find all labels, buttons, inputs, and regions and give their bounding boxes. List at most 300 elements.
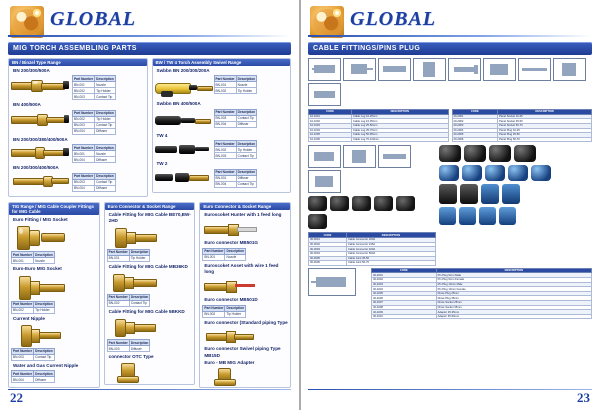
black-dinse-plug-photo bbox=[439, 145, 461, 162]
brass-cable-fitting-3-art bbox=[107, 316, 159, 338]
brass-current-nipple-art bbox=[11, 323, 67, 347]
spec-header-code: Part Number bbox=[215, 76, 235, 81]
spec-header-code: Part Number bbox=[215, 141, 235, 146]
drawing-cell bbox=[553, 58, 586, 81]
spec-cell: Contact Tip bbox=[236, 153, 257, 159]
spec-cell: Tip Holder bbox=[95, 116, 116, 122]
spec-cell: BN-004 bbox=[214, 181, 236, 187]
spec-cell: Tip Holder bbox=[236, 88, 257, 94]
spec-cell: Tip Holder bbox=[129, 255, 150, 261]
black-connector-photo bbox=[330, 196, 349, 211]
spec-header-code: Part Number bbox=[204, 249, 224, 254]
cat-cell: 40-4010 bbox=[372, 314, 437, 319]
drawing-cell bbox=[518, 58, 551, 81]
spec-cell: BN-002 bbox=[203, 311, 225, 317]
cat-cell: 30-3002 bbox=[309, 242, 347, 247]
spec-table-bn-200 bbox=[72, 75, 116, 100]
cat-cell: 40-4008 bbox=[372, 305, 437, 310]
left-bottom-col-1 bbox=[8, 202, 100, 392]
drawing-cell bbox=[413, 58, 446, 81]
blue-plug-photo bbox=[439, 207, 456, 225]
cat-cell: Pin Plug 9mm Female bbox=[436, 278, 591, 283]
spec-cell: Contact Tip bbox=[95, 122, 116, 128]
cat-cell: 30-3003 bbox=[309, 247, 347, 252]
product-label-euro-euro: Euro-Euro MIG Socket bbox=[13, 266, 62, 272]
spec-cell: Nozzle bbox=[34, 258, 55, 264]
spec-cell: Contact Tip bbox=[236, 115, 257, 121]
cat-header-desc: DESCRIPTION bbox=[346, 233, 435, 238]
black-plug-photo bbox=[460, 184, 478, 204]
spec-header-desc: Description bbox=[130, 250, 149, 255]
group-euro-connectors-header: Euro Connector & Socket Range bbox=[200, 203, 290, 210]
black-connector-photo bbox=[308, 196, 327, 211]
black-dinse-plug-photo bbox=[514, 145, 536, 162]
left-bottom-col-3 bbox=[199, 202, 291, 392]
black-connector-photo bbox=[308, 214, 327, 229]
left-col-1 bbox=[8, 58, 148, 200]
spec-cell: Tip Holder bbox=[236, 147, 257, 153]
black-dinse-plug-photo bbox=[464, 145, 486, 162]
product-label-euro-asset: Euroscoket Asset with wire 1 feed long bbox=[204, 262, 279, 274]
cat-cell: Cable Lug 16-35mm bbox=[352, 119, 448, 124]
plug-photos-row-2 bbox=[439, 165, 592, 181]
product-label-mb501d: Euro connector MB501D bbox=[204, 297, 258, 303]
spec-table-euro-euro bbox=[11, 301, 55, 314]
group-bn-header: BN / Binzel Type Range bbox=[9, 59, 147, 66]
product-row-bn-200-300 bbox=[11, 144, 145, 163]
cat-cell: 10-1002 bbox=[309, 119, 352, 124]
black-dinse-plug-photo bbox=[489, 145, 511, 162]
spec-header-desc: Description bbox=[96, 111, 114, 116]
spec-cell: Nozzle bbox=[225, 254, 246, 260]
cat-cell: 10-1001 bbox=[309, 114, 352, 119]
drawing-cell bbox=[448, 58, 481, 81]
group-bw-header: BW / TW 4 Torch Assembly Swivel Range bbox=[153, 59, 291, 66]
spec-header-desc: Description bbox=[96, 145, 114, 150]
spec-cell: Diffuser bbox=[34, 377, 55, 383]
spec-header-desc: Description bbox=[237, 141, 256, 146]
product-label-bn-200-300: BN 200/300/380/400/500A bbox=[13, 136, 68, 142]
spec-cell: BN-002 bbox=[12, 307, 34, 313]
product-label-euro-socket: Euro Fitting / MIG Socket bbox=[13, 216, 68, 222]
cat-header-desc: DESCRIPTION bbox=[498, 110, 592, 115]
product-label-mb15d: Euro connector Swivel piping Type MB15D bbox=[204, 346, 281, 358]
spec-table-bn-200-300 bbox=[72, 144, 116, 163]
spec-cell: BN-004 bbox=[73, 157, 95, 163]
cat-cell: Panel Socket 35-50 bbox=[498, 119, 592, 124]
cat-cell: 20-2003 bbox=[452, 123, 498, 128]
spec-cell: BN-003 bbox=[214, 153, 236, 159]
blue-plug-photo bbox=[485, 165, 505, 181]
spec-cell: BN-003 bbox=[73, 179, 95, 185]
spec-cell: BN-001 bbox=[73, 151, 95, 157]
drawing-cell bbox=[483, 58, 516, 81]
blue-plug-photo bbox=[439, 165, 459, 181]
catalog-tables-row-1 bbox=[308, 109, 592, 142]
spec-cell: Contact Tip bbox=[95, 179, 116, 185]
product-row-bn-200 bbox=[11, 75, 145, 100]
cat-cell: Dinse Socket 35mm bbox=[436, 305, 591, 310]
left-top-columns bbox=[8, 58, 291, 200]
product-label-bn-400: BN 400/500A bbox=[13, 102, 41, 108]
spec-cell: BN-003 bbox=[73, 94, 95, 100]
spec-header-desc: Description bbox=[237, 76, 256, 81]
group-tig-header: TIG Range / MIG Cable Coupler Fittings for MIG Cable bbox=[9, 203, 99, 215]
cat-cell: 20-2004 bbox=[452, 128, 498, 133]
bottom-drawings bbox=[308, 268, 368, 320]
spec-cell: BN-004 bbox=[214, 121, 236, 127]
product-row-bn-400 bbox=[11, 110, 145, 135]
cat-cell: Panel Plug 35-50 bbox=[498, 133, 592, 138]
spec-table-mb501d bbox=[202, 305, 246, 318]
cat-cell: Cable Lug 10-25mm bbox=[352, 114, 448, 119]
product-label-mb501g: Euro connector MB501G bbox=[204, 240, 258, 246]
spec-cell: BN-001 bbox=[73, 82, 95, 88]
group-cable-fittings-header: Euro Connector & Socket Range bbox=[105, 203, 195, 210]
spec-header-desc: Description bbox=[237, 110, 256, 115]
cat-header-code: CODE bbox=[452, 110, 498, 115]
spec-cell: BN-002 bbox=[214, 88, 236, 94]
right-mid-block bbox=[308, 145, 592, 265]
cat-cell: 30-3001 bbox=[309, 238, 347, 243]
brass-euro-asset-art bbox=[202, 276, 256, 296]
cat-cell: 30-3005 bbox=[309, 256, 347, 261]
spec-table-bn-set bbox=[72, 173, 116, 192]
spec-header-code: Part Number bbox=[108, 340, 128, 345]
drawing-cell bbox=[378, 145, 411, 168]
brand-name-right: GLOBAL bbox=[350, 8, 436, 30]
product-row-tw2 bbox=[155, 169, 289, 188]
cat-cell: Panel Plug 50-70 bbox=[498, 137, 592, 142]
blue-plug-photo bbox=[499, 207, 516, 225]
cat-cell: 40-4009 bbox=[372, 310, 437, 315]
group-tig-range bbox=[8, 202, 100, 389]
connector-photos-row-1 bbox=[308, 196, 436, 229]
right-page-header bbox=[308, 6, 592, 40]
cat-cell: 40-4001 bbox=[372, 273, 437, 278]
left-bottom-col-2 bbox=[104, 202, 196, 392]
product-label-bn-200: BN 200/300/500A bbox=[13, 68, 50, 73]
cat-cell: 40-4005 bbox=[372, 291, 437, 296]
spec-cell: Tip Holder bbox=[225, 311, 246, 317]
product-label-swbbn-400: Swbbn BN 400/500A bbox=[156, 101, 201, 107]
spec-cell: Contact Tip bbox=[34, 354, 55, 360]
spec-table-tw2 bbox=[214, 169, 258, 188]
header-divider-right bbox=[308, 35, 592, 37]
spec-table-cable-fitting-3 bbox=[107, 339, 151, 352]
drawing-cell bbox=[343, 58, 376, 81]
cat-cell: Panel Socket 10-25 bbox=[498, 114, 592, 119]
technical-drawings-row-1 bbox=[308, 58, 592, 106]
spec-header-code: Part Number bbox=[215, 110, 235, 115]
spec-table-water-gas-nipple bbox=[11, 370, 55, 383]
black-connector-photo bbox=[396, 196, 415, 211]
drawing-cell bbox=[308, 83, 341, 106]
left-page-header bbox=[8, 6, 291, 40]
product-label-cable-fitting-3: Cable Fitting for MIG Cable 5BKKD bbox=[108, 308, 185, 314]
spec-header-code: Part Number bbox=[13, 349, 33, 354]
plug-photos-row-4 bbox=[439, 207, 592, 225]
spec-header-code: Part Number bbox=[13, 252, 33, 257]
spec-cell: BN-001 bbox=[203, 254, 225, 260]
brand-name: GLOBAL bbox=[50, 8, 136, 30]
cat-cell: Adaptor 35-50mm bbox=[436, 314, 591, 319]
spec-cell: BN-001 bbox=[107, 255, 129, 261]
spec-cell: Contact Tip bbox=[95, 94, 116, 100]
cat-cell: Cable Connector 200A bbox=[346, 238, 435, 243]
cat-cell: 20-2001 bbox=[452, 114, 498, 119]
group-euro-connectors bbox=[199, 202, 291, 389]
right-page bbox=[300, 0, 600, 410]
header-divider bbox=[8, 35, 291, 37]
brass-nozzle-long-art bbox=[11, 110, 69, 128]
cat-header-desc: DESCRIPTION bbox=[436, 268, 591, 273]
mascot-logo-icon bbox=[310, 6, 344, 38]
right-page-number: 23 bbox=[577, 390, 590, 405]
product-label-tw2: TW 2 bbox=[156, 161, 168, 167]
spec-cell: BN-001 bbox=[214, 175, 236, 181]
catalog-table-3 bbox=[308, 232, 436, 265]
spec-cell: BN-004 bbox=[73, 185, 95, 191]
spec-header-desc: Description bbox=[96, 174, 114, 179]
plug-photos-row-1 bbox=[439, 145, 592, 162]
spec-header-code: Part Number bbox=[108, 295, 128, 300]
cat-cell: 10-1003 bbox=[309, 123, 352, 128]
spec-cell: Contact Tip bbox=[236, 181, 257, 187]
cat-cell: Adaptor 25-35mm bbox=[436, 310, 591, 315]
spec-cell: BN-002 bbox=[214, 147, 236, 153]
left-page-number: 22 bbox=[10, 390, 23, 405]
spec-cell: BN-003 bbox=[12, 354, 34, 360]
product-label-bn-set: BN 200/300/400/500A bbox=[13, 165, 59, 171]
product-label-current-nipple: Current Nipple bbox=[13, 315, 45, 321]
spec-table-euro-socket bbox=[11, 251, 55, 264]
brass-nozzle-set-art bbox=[11, 173, 69, 187]
cat-header-desc: DESCRIPTION bbox=[352, 110, 448, 115]
blue-plug-photo bbox=[459, 207, 476, 225]
black-connector-pair-art bbox=[155, 169, 211, 185]
right-bottom-block bbox=[308, 268, 592, 320]
spec-table-swbbn-400 bbox=[214, 109, 258, 128]
black-plug-photo bbox=[439, 184, 457, 204]
drawing-cell bbox=[308, 145, 341, 168]
cat-cell: 20-2002 bbox=[452, 119, 498, 124]
product-row-swbbn-400 bbox=[155, 109, 289, 131]
spec-cell: BN-002 bbox=[73, 88, 95, 94]
blue-plug-photo bbox=[508, 165, 528, 181]
spec-header-desc: Description bbox=[35, 371, 53, 376]
spec-cell: Contact Tip bbox=[129, 300, 150, 306]
spec-table-bn-400 bbox=[72, 110, 116, 135]
spec-cell: Nozzle bbox=[95, 151, 116, 157]
drawing-cell bbox=[308, 58, 341, 81]
spec-table-cable-fitting-2 bbox=[107, 294, 151, 307]
cat-cell: 10-1004 bbox=[309, 128, 352, 133]
spec-header-desc: Description bbox=[237, 170, 256, 175]
black-connector-photo bbox=[374, 196, 393, 211]
product-label-mb-adapter: Euro - MB MIG Adapter bbox=[204, 360, 255, 366]
drawing-cell bbox=[343, 145, 376, 168]
spark-icon bbox=[332, 8, 342, 18]
blue-plug-photo bbox=[481, 184, 499, 204]
spec-cell: BN-004 bbox=[12, 377, 34, 383]
black-cable-coupler-art bbox=[155, 140, 211, 158]
left-section-title: MIG TORCH ASSEMBLING PARTS bbox=[8, 42, 291, 55]
cat-cell: Pin Plug 13mm Female bbox=[436, 287, 591, 292]
spec-header-code: Part Number bbox=[13, 371, 33, 376]
cat-cell: 40-4006 bbox=[372, 296, 437, 301]
cat-header-code: CODE bbox=[309, 110, 352, 115]
cat-cell: Panel Plug 10-25 bbox=[498, 128, 592, 133]
brass-euro-euro-art bbox=[11, 274, 67, 300]
drawing-cell bbox=[308, 170, 341, 193]
drawing-grid-2 bbox=[308, 145, 436, 193]
plug-photos-row-3 bbox=[439, 184, 592, 204]
spec-header-code: Part Number bbox=[74, 145, 94, 150]
product-label-otc-connector: connector OTC Type bbox=[108, 354, 154, 360]
cat-cell: Cable Connector 315A bbox=[346, 242, 435, 247]
brass-nozzle-short-art bbox=[11, 144, 69, 160]
spec-header-code: Part Number bbox=[108, 250, 128, 255]
spec-cell: Diffuser bbox=[236, 175, 257, 181]
spec-cell: BN-002 bbox=[107, 300, 129, 306]
brass-cable-fitting-2-art bbox=[107, 271, 159, 293]
blue-plug-photo bbox=[462, 165, 482, 181]
spec-header-desc: Description bbox=[35, 252, 53, 257]
brass-cable-fitting-art bbox=[107, 226, 159, 248]
product-row-bn-set bbox=[11, 173, 145, 192]
group-cable-fittings bbox=[104, 202, 196, 385]
spark-icon bbox=[32, 8, 42, 18]
spec-cell: Diffuser bbox=[129, 346, 150, 352]
cat-cell: 20-2005 bbox=[452, 133, 498, 138]
cat-cell: Cable Joint 50-70 bbox=[346, 261, 435, 266]
cat-cell: 40-4004 bbox=[372, 287, 437, 292]
spec-table-current-nipple bbox=[11, 348, 55, 361]
cat-cell: 10-1006 bbox=[309, 137, 352, 142]
spec-cell: Diffuser bbox=[236, 121, 257, 127]
cat-cell: 20-2006 bbox=[452, 137, 498, 142]
book-spine bbox=[299, 0, 301, 410]
blue-plug-photo bbox=[531, 165, 551, 181]
cat-cell: 40-4007 bbox=[372, 301, 437, 306]
spec-header-desc: Description bbox=[35, 302, 53, 307]
spec-header-code: Part Number bbox=[74, 174, 94, 179]
drawing-cell bbox=[308, 268, 356, 296]
right-section-title: CABLE FITTINGS/PINS PLUG bbox=[308, 42, 592, 55]
catalog-table-1 bbox=[308, 109, 449, 142]
spec-header-desc: Description bbox=[226, 249, 245, 254]
spec-cell: BN-001 bbox=[214, 82, 236, 88]
product-label-tw4: TW 4 bbox=[156, 132, 168, 138]
cat-cell: 30-3006 bbox=[309, 261, 347, 266]
spec-cell: BN-003 bbox=[214, 115, 236, 121]
cat-header-code: CODE bbox=[309, 233, 347, 238]
blue-plug-photo bbox=[502, 184, 520, 204]
cat-cell: 40-4003 bbox=[372, 282, 437, 287]
spec-header-desc: Description bbox=[96, 76, 114, 81]
product-label-cable-fitting-2: Cable Fitting for MIG Cable MB36KD bbox=[108, 263, 188, 269]
spec-cell: Tip Holder bbox=[95, 88, 116, 94]
left-footer-divider bbox=[8, 389, 291, 391]
spec-cell: Diffuser bbox=[95, 128, 116, 134]
product-label-water-gas-nipple: Water and Gas Current Nipple bbox=[13, 362, 79, 368]
cat-cell: Cable Connector 400A bbox=[346, 247, 435, 252]
spec-header-code: Part Number bbox=[74, 76, 94, 81]
cat-cell: Dinse Plug 35mm bbox=[436, 296, 591, 301]
spec-cell: Nozzle bbox=[95, 82, 116, 88]
cat-cell: 40-4002 bbox=[372, 278, 437, 283]
brass-euro-standard-art bbox=[202, 327, 256, 345]
right-footer-divider bbox=[308, 389, 592, 391]
spec-table-swbbn-200 bbox=[214, 75, 258, 94]
spec-header-desc: Description bbox=[130, 340, 149, 345]
spec-header-desc: Description bbox=[226, 306, 245, 311]
product-row-swbbn-200 bbox=[155, 75, 289, 99]
cat-cell: Cable Connector 500A bbox=[346, 251, 435, 256]
brass-otc-connector-art bbox=[107, 362, 159, 382]
left-col-2 bbox=[152, 58, 292, 200]
cat-header-code: CODE bbox=[372, 268, 437, 273]
spec-cell: Diffuser bbox=[95, 185, 116, 191]
spec-header-code: Part Number bbox=[13, 302, 33, 307]
product-label-euro-hunter: Euroscoket Hunter with 1 feed long bbox=[204, 211, 282, 217]
spec-cell: BN-004 bbox=[73, 128, 95, 134]
group-bw-range bbox=[152, 58, 292, 193]
spec-table-mb501g bbox=[202, 248, 246, 261]
spec-cell: BN-002 bbox=[73, 116, 95, 122]
blue-plug-photo bbox=[479, 207, 496, 225]
spec-header-desc: Description bbox=[130, 295, 149, 300]
spec-header-code: Part Number bbox=[204, 306, 224, 311]
brass-euro-socket-art bbox=[11, 224, 67, 250]
spec-cell: Tip Holder bbox=[34, 307, 55, 313]
cat-cell: 30-3004 bbox=[309, 251, 347, 256]
spec-cell: BN-003 bbox=[73, 122, 95, 128]
group-bn-range bbox=[8, 58, 148, 197]
cat-cell: Dinse Socket 25mm bbox=[436, 301, 591, 306]
yellow-torch-handle-art bbox=[155, 75, 211, 99]
spec-header-code: Part Number bbox=[215, 170, 235, 175]
catalog-table-2 bbox=[452, 109, 593, 142]
cat-cell: Pin Plug 9mm Male bbox=[436, 273, 591, 278]
catalog-table-4 bbox=[371, 268, 592, 320]
cat-cell: Cable Lug 25-50mm bbox=[352, 123, 448, 128]
black-connector-photo bbox=[352, 196, 371, 211]
brass-euro-hunter-art bbox=[202, 219, 256, 239]
product-label-cable-fitting-1: Cable Fitting for MIG Cable BE70,BW-2HD bbox=[108, 211, 191, 224]
cat-cell: Cable Lug 70-120mm bbox=[352, 137, 448, 142]
spec-header-code: Part Number bbox=[74, 111, 94, 116]
brass-nozzle-assembly-art bbox=[11, 75, 69, 95]
cat-cell: Pin Plug 13mm Male bbox=[436, 282, 591, 287]
mascot-logo-icon bbox=[10, 6, 44, 38]
technical-drawings-row-2 bbox=[308, 145, 436, 265]
spec-cell: Nozzle bbox=[236, 82, 257, 88]
product-label-euro-standard: Euro connector (Standard piping Type bbox=[204, 319, 288, 325]
spec-table-cable-fitting-1 bbox=[107, 249, 151, 262]
spec-header-desc: Description bbox=[35, 349, 53, 354]
black-torch-body-art bbox=[155, 109, 211, 131]
plug-photo-panel bbox=[439, 145, 592, 265]
spec-table-tw4 bbox=[214, 140, 258, 159]
cat-cell: Cable Lug 35-70mm bbox=[352, 128, 448, 133]
spec-cell: BN-001 bbox=[12, 258, 34, 264]
drawing-cell bbox=[378, 58, 411, 81]
cat-cell: Panel Socket 50-70 bbox=[498, 123, 592, 128]
product-row-tw4 bbox=[155, 140, 289, 159]
product-label-swbbn-200: Swbbn BN 200/300/200A bbox=[156, 68, 210, 73]
